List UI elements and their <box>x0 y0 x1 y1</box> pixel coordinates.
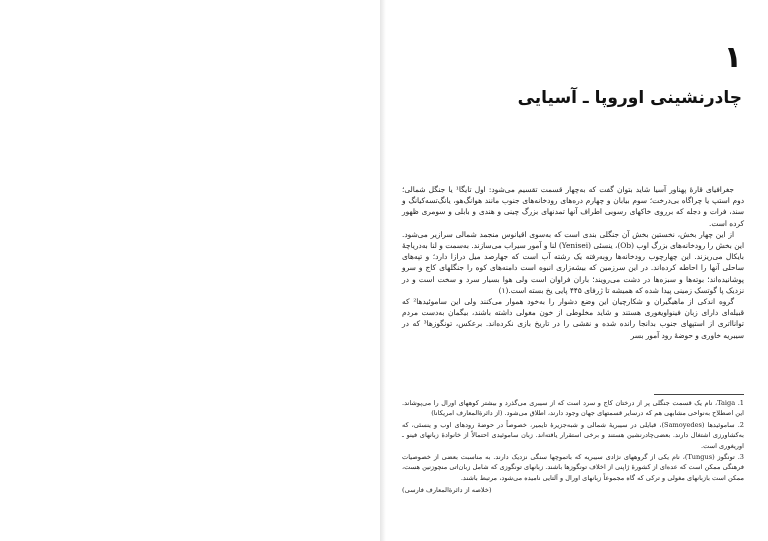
footnote-2: 2. ساموئیدها (Samoyedes)، قبایلی در سیبریهٔ شمالی و شبه‌جزیرهٔ تایمیر، خصوصاً در حوضهٔ رودهای اوب و ینسئی، که به‌کشاورزی اشتغال دارند. بعضی‌چادرنشین هستند و برخی استقرار یافته‌اند. زبان ساموئیدی احتمالاً از خانوادهٔ زبانهای فینو ـ اوریغوری است. <box>402 420 744 450</box>
right-page <box>386 6 760 536</box>
body-text <box>402 184 744 341</box>
chapter-number: ۱ <box>723 40 742 75</box>
footnote-divider <box>654 394 744 395</box>
footnote-source: (خلاصه از دائرة‌المعارف فارسی) <box>402 486 492 495</box>
chapter-title: چادرنشینی اوروپا ـ آسیایی <box>517 88 742 108</box>
paragraph-1: جغرافیای قارهٔ پهناور آسیا شاید بتوان گفت که به‌چهار قسمت تقسیم می‌شود: اول تایگا¹ یا جنگل شمالی؛ دوم استپ یا چراگاه بی‌درخت؛ سوم بیابان و چهارم دره‌های رودخانه‌های جنوب مانند هوانگ‌هو، یانگ‌تسه‌کیانگ و سند، فرات و دجله که برروی خاکهای رسوبی اطراف آنها تمدنهای بزرگ چینی و هندی و بابلی و سومری ظهور کرده است. <box>402 185 744 228</box>
paragraph-2: از این چهار بخش، نخستین بخش آن جنگلی بندی است که به‌سوی اقیانوس منجمد شمالی سرازیر می‌شود. این بخش را رودخانه‌های بزرگ اوب (Ob)، ینسئی (Yenisei) لنا و آمور سیراب می‌سازند. به‌سمت و لنا به‌دریاچهٔ بایکال می‌ریزند. این چهارچوب رودخانه‌ها روبه‌رفته یک رشته آب است که جهارصد میل درازا دارد؛ و تپه‌های ساحلی آنها را احاطه کرده‌اند. در این سرزمین که بیشه‌زاری انبوه است دامنه‌های کوه را جنگلهای کاج و سرو پوشانیده‌اند؛ بوته‌ها و سبزه‌ها در دشت می‌رویند؛ باران فراوان است ولی هوا بسیار سرد و سخت است و در نزدیک پا گوتسک زمینی پیدا شده که همیشه تا ژرفای ۴۴۵ پایی یخ بسته است.(۱) <box>402 229 744 295</box>
footnote-1: 1. Taiga، نام یک قسمت جنگلی پر از درختان کاج و سرد است که از سیبری می‌گذرد و بیشتر کوههای اورال را می‌پوشاند. این اصطلاح به‌نواحی مشابهی هم که درسایر قسمتهای جهان وجود دارند، اطلاق می‌شود. (از دائرة‌المعارف امریکانا) <box>402 399 744 418</box>
left-page-blank <box>8 6 381 536</box>
footnotes <box>402 398 744 497</box>
paragraph-3: گروه اندکی از ماهیگیران و شکارچیان این وضع دشوار را به‌خود هموار می‌کنند ولی این ساموئیدها² که قبیله‌ای دارای زبان فینواویغوری هستند و شاید مخلوطی از خون مغولی داشته باشند، بیگمان به‌دست مردم توانااتری از استپهای جنوب بدانجا رانده شده و نقشی را در تاریخ بازی نکرده‌اند. برعکس، تونگوزها³ که در سیبریه خاوری و حوضهٔ رود آمور بسر <box>402 297 744 340</box>
footnote-3: 3. تونگوز (Tungus)، نام یکی از گروههای نژادی سیبریه که باتموچها سنگی نزدیک دارند. به مناسبت بعضی از خصوصیات فرهنگی ممکن است که عده‌ای از کشورهٔ ژاپنی از اخلاف تونگوزها باشند. زبانهای تونگوزی که شامل زبان‌اتی منچوزنین هست، ممکن است بازبانهای مغولی و ترکی که گاه مجموعاً زبانهای اورال و آلتایی نامیده می‌شود، مرتبط باشند. <box>402 453 744 482</box>
